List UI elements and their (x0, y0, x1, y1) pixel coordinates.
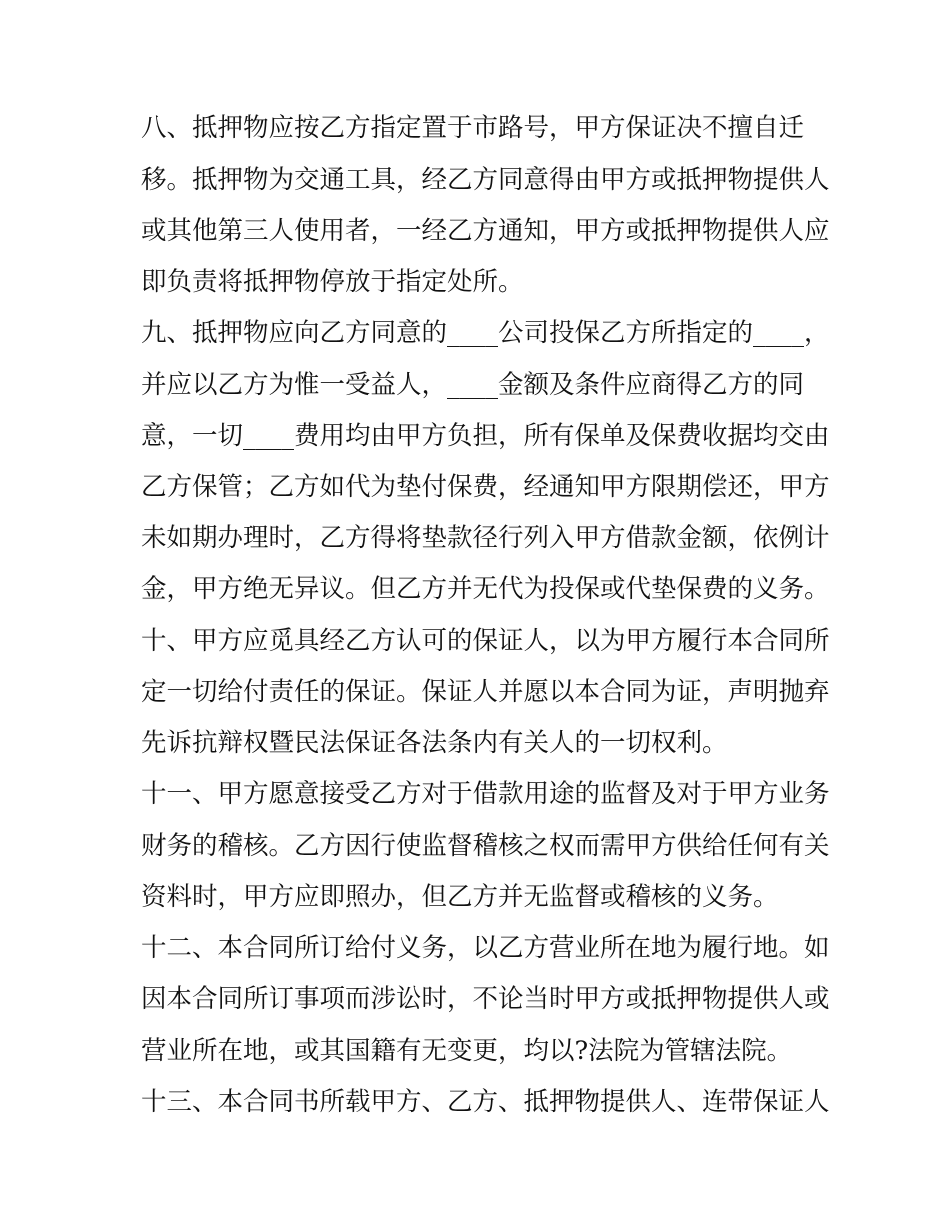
text-line: 资料时，甲方应即照办，但乙方并无监督或稽核的义务。 (141, 882, 779, 912)
text-line: 意，一切____费用均由甲方负担，所有保单及保费收据均交由 (141, 421, 830, 451)
text-line: 金，甲方绝无异议。但乙方并无代为投保或代垫保费的义务。 (141, 574, 830, 604)
text-line: 九、抵押物应向乙方同意的____公司投保乙方所指定的____， (141, 318, 830, 348)
text-line: 营业所在地，或其国籍有无变更，均以?法院为管辖法院。 (141, 1036, 793, 1066)
text-line: 并应以乙方为惟一受益人，____金额及条件应商得乙方的同 (141, 370, 805, 400)
text-line: 乙方保管；乙方如代为垫付保费，经通知甲方限期偿还，甲方 (141, 472, 830, 502)
text-line: 未如期办理时，乙方得将垫款径行列入甲方借款金额，依例计 (141, 523, 830, 553)
text-line: 八、抵押物应按乙方指定置于市路号，甲方保证决不擅自迁 (141, 113, 805, 143)
text-line: 财务的稽核。乙方因行使监督稽核之权而需甲方供给任何有关 (141, 831, 830, 861)
text-line: 移。抵押物为交通工具，经乙方同意得由甲方或抵押物提供人 (141, 165, 830, 195)
text-line: 十三、本合同书所载甲方、乙方、抵押物提供人、连带保证人 (141, 1087, 830, 1117)
text-line: 即负责将抵押物停放于指定处所。 (141, 267, 524, 297)
text-line: 先诉抗辩权暨民法保证各法条内有关人的一切权利。 (141, 728, 728, 758)
text-line: 十二、本合同所订给付义务，以乙方营业所在地为履行地。如 (141, 933, 830, 963)
text-line: 因本合同所订事项而涉讼时，不论当时甲方或抵押物提供人或 (141, 984, 830, 1014)
text-line: 十、甲方应觅具经乙方认可的保证人，以为甲方履行本合同所 (141, 626, 830, 656)
text-line: 定一切给付责任的保证。保证人并愿以本合同为证，声明抛弃 (141, 677, 830, 707)
text-line: 或其他第三人使用者，一经乙方通知，甲方或抵押物提供人应 (141, 216, 830, 246)
text-line: 十一、甲方愿意接受乙方对于借款用途的监督及对于甲方业务 (141, 779, 830, 809)
